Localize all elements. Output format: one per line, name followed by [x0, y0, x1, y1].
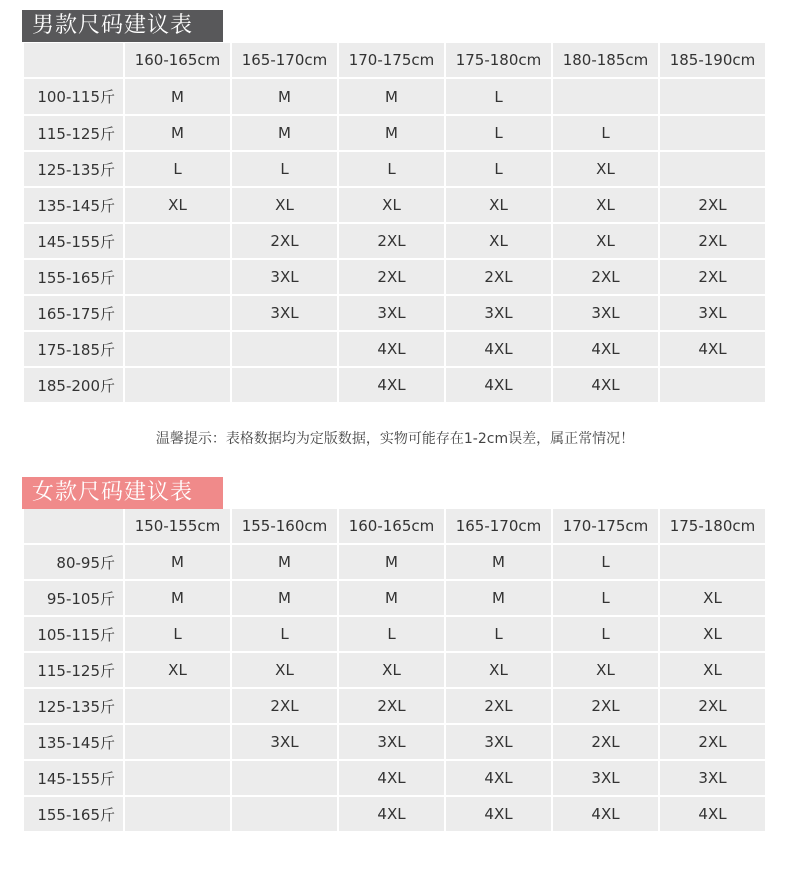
table-row	[24, 79, 765, 114]
height-header: 165-170cm	[446, 509, 551, 543]
size-cell: M	[446, 581, 551, 615]
size-cell	[125, 260, 230, 294]
size-cell: XL	[232, 188, 337, 222]
size-cell: 3XL	[446, 725, 551, 759]
table-header-row	[24, 43, 765, 77]
height-header: 170-175cm	[339, 43, 444, 77]
size-cell: 4XL	[553, 368, 658, 402]
size-cell: XL	[553, 653, 658, 687]
size-cell	[232, 368, 337, 402]
weight-cell: 155-165斤	[24, 797, 123, 831]
size-cell: M	[125, 545, 230, 579]
weight-cell: 100-115斤	[24, 79, 123, 114]
size-cell: 3XL	[553, 296, 658, 330]
size-cell: L	[446, 116, 551, 150]
weight-cell: 145-155斤	[24, 224, 123, 258]
table-row	[24, 116, 765, 150]
size-cell: M	[339, 581, 444, 615]
height-header: 155-160cm	[232, 509, 337, 543]
size-cell: M	[232, 116, 337, 150]
size-cell: M	[125, 581, 230, 615]
height-header: 165-170cm	[232, 43, 337, 77]
corner-cell	[24, 509, 123, 543]
women-size-chart-title: 女款尺码建议表	[22, 477, 223, 509]
weight-cell: 185-200斤	[24, 368, 123, 402]
size-cell: M	[339, 116, 444, 150]
size-cell: 4XL	[339, 761, 444, 795]
size-cell: 2XL	[660, 188, 765, 222]
weight-cell: 145-155斤	[24, 761, 123, 795]
size-cell: L	[339, 152, 444, 186]
size-cell: XL	[660, 581, 765, 615]
height-header: 170-175cm	[553, 509, 658, 543]
size-cell: M	[232, 545, 337, 579]
height-header: 180-185cm	[553, 43, 658, 77]
size-cell: 2XL	[553, 725, 658, 759]
size-cell: 2XL	[232, 224, 337, 258]
weight-cell: 125-135斤	[24, 689, 123, 723]
size-cell	[125, 368, 230, 402]
table-row	[24, 260, 765, 294]
table-row	[24, 368, 765, 402]
height-header: 185-190cm	[660, 43, 765, 77]
size-cell: L	[446, 617, 551, 651]
size-cell	[660, 545, 765, 579]
size-cell	[232, 761, 337, 795]
size-cell: 2XL	[660, 260, 765, 294]
size-cell: 4XL	[446, 761, 551, 795]
size-cell	[232, 797, 337, 831]
size-cell: M	[446, 545, 551, 579]
table-header-row	[24, 509, 765, 543]
weight-cell: 95-105斤	[24, 581, 123, 615]
height-header: 150-155cm	[125, 509, 230, 543]
size-cell: L	[125, 152, 230, 186]
size-cell: XL	[660, 653, 765, 687]
size-cell	[125, 689, 230, 723]
size-cell: L	[553, 545, 658, 579]
size-cell: 3XL	[660, 296, 765, 330]
size-cell: 4XL	[446, 332, 551, 366]
size-cell: 2XL	[553, 689, 658, 723]
size-cell: 3XL	[339, 296, 444, 330]
size-cell: 2XL	[660, 224, 765, 258]
size-cell: L	[553, 581, 658, 615]
size-cell: 3XL	[232, 725, 337, 759]
size-cell	[660, 152, 765, 186]
size-cell: XL	[339, 188, 444, 222]
size-cell	[125, 797, 230, 831]
size-cell: 2XL	[339, 224, 444, 258]
size-cell: 3XL	[232, 260, 337, 294]
size-cell: XL	[446, 188, 551, 222]
table-row	[24, 224, 765, 258]
table-row	[24, 332, 765, 366]
women-size-table	[22, 507, 767, 833]
size-cell: XL	[232, 653, 337, 687]
size-cell: 4XL	[553, 332, 658, 366]
weight-cell: 175-185斤	[24, 332, 123, 366]
size-cell: 4XL	[339, 797, 444, 831]
size-cell: L	[232, 152, 337, 186]
size-cell: 2XL	[660, 725, 765, 759]
size-cell: 2XL	[660, 689, 765, 723]
size-cell: 4XL	[339, 332, 444, 366]
size-cell	[125, 296, 230, 330]
size-cell: M	[339, 545, 444, 579]
table-row	[24, 725, 765, 759]
size-cell: M	[125, 79, 230, 114]
weight-cell: 80-95斤	[24, 545, 123, 579]
size-cell: XL	[339, 653, 444, 687]
table-row	[24, 761, 765, 795]
size-cell	[125, 761, 230, 795]
weight-cell: 105-115斤	[24, 617, 123, 651]
size-cell: XL	[660, 617, 765, 651]
size-cell: 2XL	[553, 260, 658, 294]
size-cell: M	[125, 116, 230, 150]
table-row	[24, 797, 765, 831]
size-cell: L	[446, 152, 551, 186]
size-cell: XL	[553, 152, 658, 186]
size-cell: L	[553, 116, 658, 150]
size-cell: L	[339, 617, 444, 651]
size-cell: M	[339, 79, 444, 114]
size-cell: M	[232, 581, 337, 615]
size-cell: L	[553, 617, 658, 651]
size-cell: 3XL	[660, 761, 765, 795]
size-cell: 4XL	[446, 797, 551, 831]
size-cell: 2XL	[446, 260, 551, 294]
size-cell: 3XL	[446, 296, 551, 330]
weight-cell: 135-145斤	[24, 188, 123, 222]
size-cell: 4XL	[553, 797, 658, 831]
size-cell	[125, 332, 230, 366]
size-cell: 4XL	[660, 332, 765, 366]
weight-cell: 125-135斤	[24, 152, 123, 186]
size-cell: L	[125, 617, 230, 651]
size-cell: XL	[446, 653, 551, 687]
size-cell	[660, 368, 765, 402]
table-row	[24, 152, 765, 186]
size-cell: 3XL	[553, 761, 658, 795]
table-row	[24, 653, 765, 687]
size-cell: 4XL	[660, 797, 765, 831]
table-row	[24, 581, 765, 615]
size-cell: XL	[553, 188, 658, 222]
size-cell: XL	[125, 188, 230, 222]
height-header: 175-180cm	[446, 43, 551, 77]
height-header: 160-165cm	[125, 43, 230, 77]
men-size-chart-title: 男款尺码建议表	[22, 10, 223, 42]
size-cell: 3XL	[232, 296, 337, 330]
size-cell: 4XL	[339, 368, 444, 402]
weight-cell: 115-125斤	[24, 653, 123, 687]
men-size-table	[22, 41, 767, 404]
size-cell: 2XL	[232, 689, 337, 723]
height-header: 160-165cm	[339, 509, 444, 543]
table-row	[24, 689, 765, 723]
size-cell: 2XL	[339, 260, 444, 294]
size-cell	[660, 116, 765, 150]
corner-cell	[24, 43, 123, 77]
table-row	[24, 188, 765, 222]
size-cell: 2XL	[339, 689, 444, 723]
size-cell: 4XL	[446, 368, 551, 402]
size-cell: 3XL	[339, 725, 444, 759]
size-cell	[232, 332, 337, 366]
weight-cell: 135-145斤	[24, 725, 123, 759]
weight-cell: 115-125斤	[24, 116, 123, 150]
size-cell: XL	[125, 653, 230, 687]
size-cell	[125, 224, 230, 258]
table-row	[24, 296, 765, 330]
size-cell: M	[232, 79, 337, 114]
weight-cell: 165-175斤	[24, 296, 123, 330]
size-tip-note: 温馨提示：表格数据均为定版数据，实物可能存在1-2cm误差，属正常情况！	[155, 431, 635, 447]
size-cell: XL	[553, 224, 658, 258]
size-cell: L	[232, 617, 337, 651]
table-row	[24, 545, 765, 579]
weight-cell: 155-165斤	[24, 260, 123, 294]
size-cell: L	[446, 79, 551, 114]
height-header: 175-180cm	[660, 509, 765, 543]
size-cell: 2XL	[446, 689, 551, 723]
size-cell	[660, 79, 765, 114]
size-cell	[553, 79, 658, 114]
size-cell: XL	[446, 224, 551, 258]
table-row	[24, 617, 765, 651]
size-cell	[125, 725, 230, 759]
